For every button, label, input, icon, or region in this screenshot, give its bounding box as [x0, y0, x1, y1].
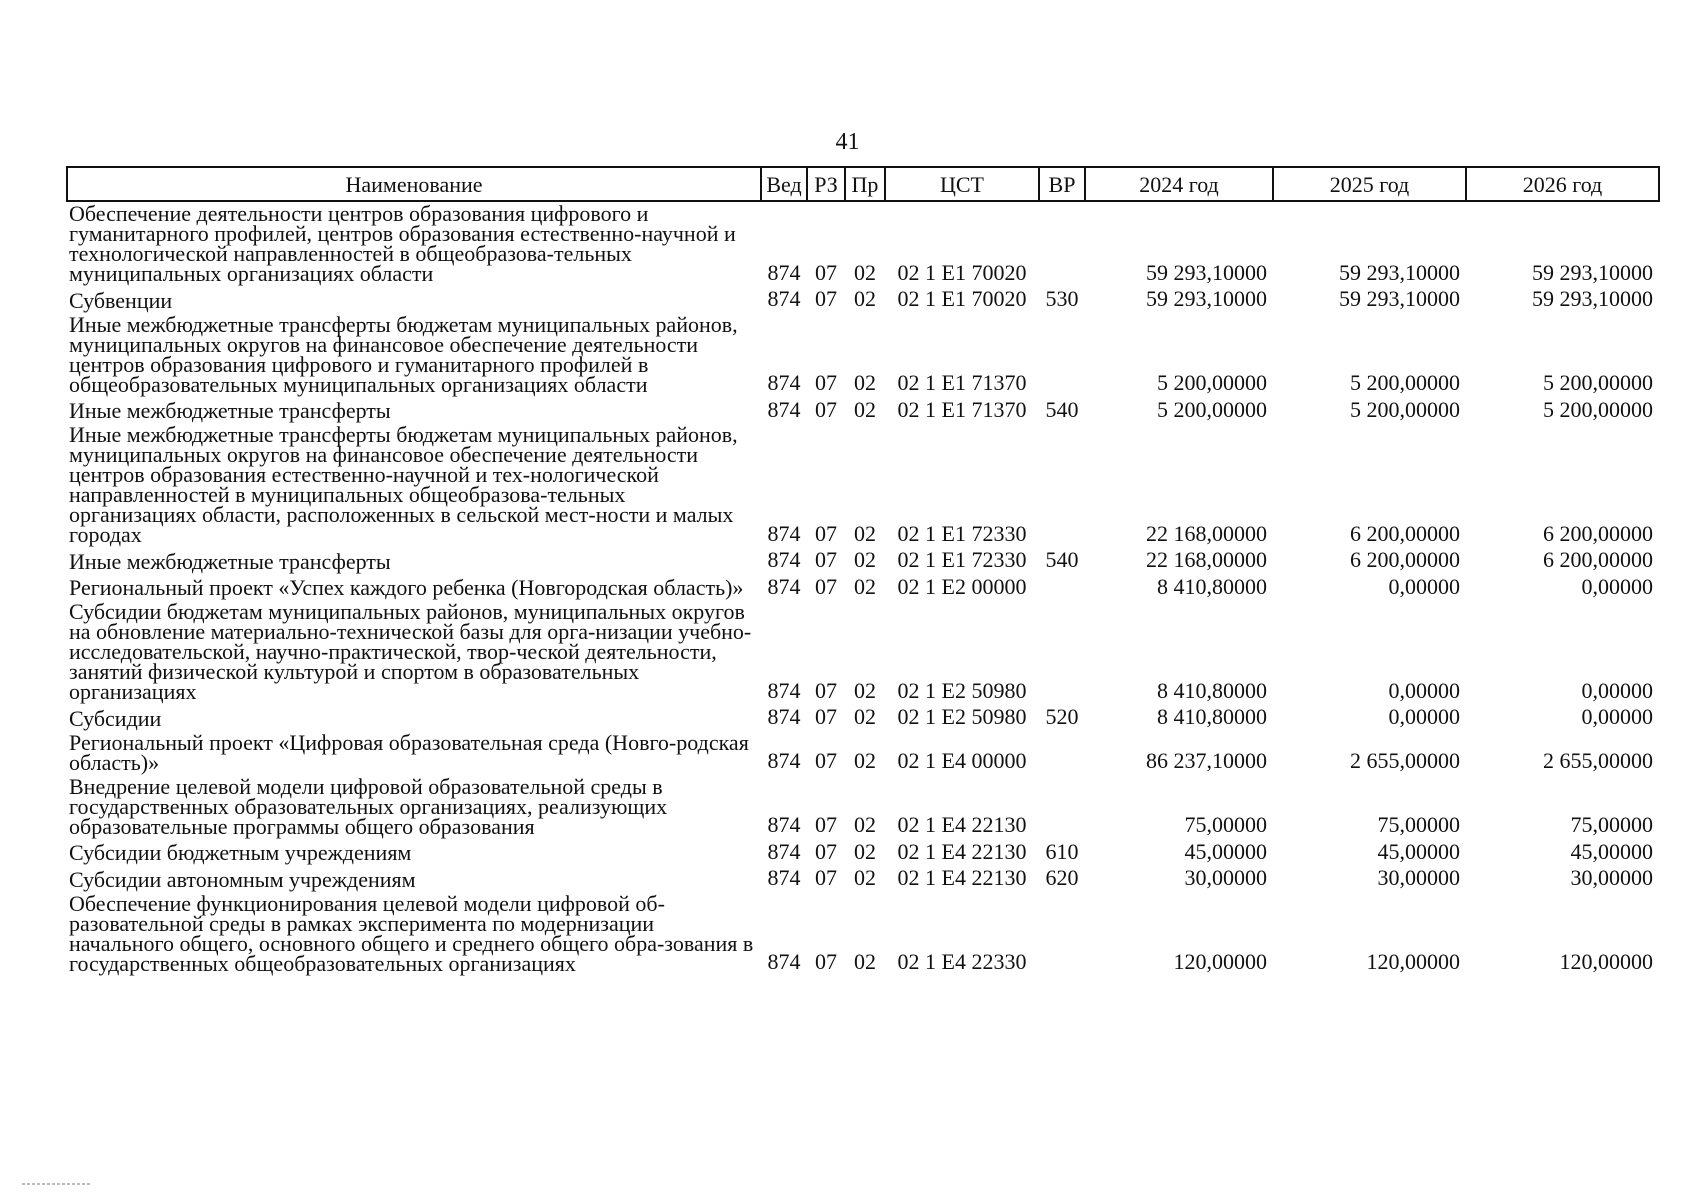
row-pr: 02 [854, 259, 876, 285]
row-name: Иные межбюджетные трансферты бюджетам муниципальных районов, муниципальных округов на финансовое обеспечение деятельности центров образования естественно-научной и тех-нологической направленностей в муниципальных общеобразова-тельных организациях области, расположенных в сельской мест-ности и малых городах [69, 422, 738, 547]
budget-table-container [66, 166, 1658, 976]
row-2025: 75,00000 [1377, 812, 1460, 837]
table-row [67, 839, 1659, 866]
row-rz: 07 [815, 949, 837, 974]
row-rz: 07 [815, 704, 837, 729]
table-row [67, 574, 1659, 601]
row-ved: 874 [767, 812, 801, 837]
row-ved: 874 [767, 547, 801, 572]
header-ved: Вед [761, 167, 807, 201]
row-ved: 874 [767, 838, 801, 864]
table-row [67, 892, 1659, 976]
row-name: Обеспечение деятельности центров образования цифрового и гуманитарного профилей, центров образования естественно-научной и технологической направленностей в общеобразова-тельных муниципальных организациях области [69, 201, 736, 286]
row-vr: 520 [1045, 704, 1079, 729]
row-2025: 30,00000 [1377, 865, 1460, 890]
row-cst: 02 1 Е4 00000 [897, 748, 1027, 773]
row-cst: 02 1 Е2 50980 [897, 677, 1027, 703]
row-name: Обеспечение функционирования целевой модели цифровой об-разовательной среды в рамках эксперимента по модернизации начального общего, основного общего и среднего общего обра-зования в государственных общеобразовательных организациях [69, 890, 754, 976]
row-2024: 22 168,00000 [1146, 547, 1267, 572]
row-name: Субсидии [69, 705, 162, 731]
row-ved: 874 [767, 573, 801, 599]
row-2025: 0,00000 [1388, 704, 1460, 729]
row-cst: 02 1 Е4 22330 [897, 949, 1027, 974]
row-vr [1039, 600, 1085, 704]
table-row [67, 600, 1659, 704]
row-ved: 874 [767, 949, 801, 974]
row-pr: 02 [854, 396, 876, 422]
row-cst: 02 1 Е2 50980 [897, 704, 1027, 729]
row-2026: 6 200,00000 [1543, 520, 1653, 546]
row-2026: 5 200,00000 [1543, 396, 1653, 422]
table-header [67, 167, 1659, 201]
page-number: 41 [835, 129, 860, 155]
row-2025: 120,00000 [1366, 949, 1460, 974]
row-2025: 59 293,10000 [1339, 286, 1460, 311]
row-name: Субвенции [69, 287, 173, 313]
row-ved: 874 [767, 865, 801, 890]
row-vr [1039, 574, 1085, 601]
row-pr: 02 [854, 949, 876, 974]
row-vr: 610 [1045, 838, 1079, 864]
row-ved: 874 [767, 396, 801, 422]
row-2026: 59 293,10000 [1532, 286, 1653, 311]
row-cst: 02 1 Е1 72330 [897, 520, 1027, 546]
row-name: Иные межбюджетные трансферты [69, 548, 391, 574]
row-rz: 07 [815, 838, 837, 864]
row-2025: 6 200,00000 [1350, 520, 1460, 546]
scan-artifact [22, 1183, 92, 1185]
row-rz: 07 [815, 396, 837, 422]
row-vr: 540 [1045, 547, 1079, 572]
header-vr: ВР [1039, 167, 1085, 201]
row-ved: 874 [767, 286, 801, 311]
row-2024: 8 410,80000 [1157, 677, 1267, 703]
row-2024: 120,00000 [1173, 949, 1267, 974]
row-vr [1039, 423, 1085, 547]
row-ved: 874 [767, 748, 801, 773]
row-name: Внедрение целевой модели цифровой образовательной среды в государственных образовательных организациях, реализующих образовательные программы общего образования [69, 773, 668, 839]
row-rz: 07 [815, 677, 837, 703]
row-2024: 22 168,00000 [1146, 520, 1267, 546]
table-row [67, 731, 1659, 775]
row-2025: 5 200,00000 [1350, 396, 1460, 422]
row-name: Иные межбюджетные трансферты [69, 398, 391, 423]
row-rz: 07 [815, 520, 837, 546]
row-2026: 0,00000 [1581, 677, 1653, 703]
row-vr [1039, 201, 1085, 286]
row-2026: 59 293,10000 [1532, 259, 1653, 285]
row-2024: 75,00000 [1184, 812, 1267, 837]
row-rz: 07 [815, 748, 837, 773]
row-2024: 59 293,10000 [1146, 286, 1267, 311]
row-name: Субсидии бюджетам муниципальных районов, муниципальных округов на обновление материально-технической базы для орга-низации учебно-исследовательской, научно-практической, твор-ческой деятельности, занятий физической культурой и спортом в образовательных организациях [69, 599, 752, 704]
row-rz: 07 [815, 865, 837, 890]
row-pr: 02 [854, 286, 876, 311]
row-ved: 874 [767, 704, 801, 729]
row-2025: 5 200,00000 [1350, 370, 1460, 395]
row-vr [1039, 892, 1085, 976]
row-cst: 02 1 Е1 70020 [897, 259, 1027, 285]
header-cst: ЦСТ [885, 167, 1039, 201]
table-row [67, 704, 1659, 731]
row-2026: 120,00000 [1559, 949, 1653, 974]
row-rz: 07 [815, 286, 837, 311]
row-name: Субсидии бюджетным учреждениям [69, 840, 412, 865]
header-name: Наименование [67, 167, 761, 201]
row-cst: 02 1 Е1 71370 [897, 370, 1027, 395]
row-cst: 02 1 Е4 22130 [897, 812, 1027, 837]
row-2024: 86 237,10000 [1146, 748, 1267, 773]
header-pr: Пр [845, 167, 885, 201]
table-row [67, 201, 1659, 286]
row-pr: 02 [854, 520, 876, 546]
row-pr: 02 [854, 704, 876, 729]
table-row [67, 547, 1659, 574]
row-2024: 59 293,10000 [1146, 259, 1267, 285]
header-2025: 2025 год [1273, 167, 1466, 201]
row-2024: 8 410,80000 [1157, 704, 1267, 729]
row-vr: 620 [1045, 865, 1079, 890]
row-rz: 07 [815, 547, 837, 572]
row-rz: 07 [815, 259, 837, 285]
row-name: Региональный проект «Цифровая образовательная среда (Новго-родская область)» [69, 729, 749, 775]
table-row [67, 313, 1659, 397]
row-cst: 02 1 Е1 71370 [897, 396, 1027, 422]
row-vr [1039, 731, 1085, 775]
row-2024: 5 200,00000 [1157, 396, 1267, 422]
row-ved: 874 [767, 677, 801, 703]
table-row [67, 423, 1659, 547]
row-2025: 59 293,10000 [1339, 259, 1460, 285]
row-pr: 02 [854, 865, 876, 890]
row-vr: 540 [1045, 396, 1079, 422]
budget-table [66, 166, 1660, 976]
table-row [67, 286, 1659, 313]
row-vr [1039, 313, 1085, 397]
row-cst: 02 1 Е4 22130 [897, 838, 1027, 864]
row-2026: 0,00000 [1581, 573, 1653, 599]
row-2026: 2 655,00000 [1543, 748, 1653, 773]
row-ved: 874 [767, 370, 801, 395]
row-2024: 5 200,00000 [1157, 370, 1267, 395]
row-name: Региональный проект «Успех каждого ребенка (Новгородская область)» [69, 575, 744, 600]
header-rz: РЗ [807, 167, 845, 201]
row-2025: 6 200,00000 [1350, 547, 1460, 572]
row-2026: 45,00000 [1570, 838, 1653, 864]
row-rz: 07 [815, 573, 837, 599]
row-pr: 02 [854, 573, 876, 599]
row-2026: 5 200,00000 [1543, 370, 1653, 395]
table-row [67, 397, 1659, 424]
table-body [67, 201, 1659, 976]
row-cst: 02 1 Е1 72330 [897, 547, 1027, 572]
row-2026: 0,00000 [1581, 704, 1653, 729]
row-name: Иные межбюджетные трансферты бюджетам муниципальных районов, муниципальных округов на финансовое обеспечение деятельности центров образования цифрового и гуманитарного профилей в общеобразовательных муниципальных организациях области [69, 311, 738, 397]
row-2024: 8 410,80000 [1157, 573, 1267, 599]
row-cst: 02 1 Е4 22130 [897, 865, 1027, 890]
row-pr: 02 [854, 838, 876, 864]
row-2025: 0,00000 [1388, 573, 1460, 599]
row-vr: 530 [1045, 286, 1079, 311]
row-2026: 6 200,00000 [1543, 547, 1653, 572]
row-2026: 75,00000 [1570, 812, 1653, 837]
table-row [67, 865, 1659, 892]
row-pr: 02 [854, 677, 876, 703]
header-row [67, 167, 1659, 201]
row-cst: 02 1 Е2 00000 [897, 573, 1027, 599]
row-2024: 45,00000 [1184, 838, 1267, 864]
row-rz: 07 [815, 812, 837, 837]
table-row [67, 775, 1659, 839]
row-vr [1039, 775, 1085, 839]
header-2024: 2024 год [1085, 167, 1273, 201]
row-cst: 02 1 Е1 70020 [897, 286, 1027, 311]
row-2025: 2 655,00000 [1350, 748, 1460, 773]
row-rz: 07 [815, 370, 837, 395]
row-2025: 0,00000 [1388, 677, 1460, 703]
row-2026: 30,00000 [1570, 865, 1653, 890]
row-ved: 874 [767, 259, 801, 285]
row-2025: 45,00000 [1377, 838, 1460, 864]
row-name: Субсидии автономным учреждениям [69, 866, 416, 892]
header-2026: 2026 год [1466, 167, 1659, 201]
row-pr: 02 [854, 812, 876, 837]
row-pr: 02 [854, 370, 876, 395]
row-pr: 02 [854, 748, 876, 773]
row-ved: 874 [767, 520, 801, 546]
row-pr: 02 [854, 547, 876, 572]
row-2024: 30,00000 [1184, 865, 1267, 890]
